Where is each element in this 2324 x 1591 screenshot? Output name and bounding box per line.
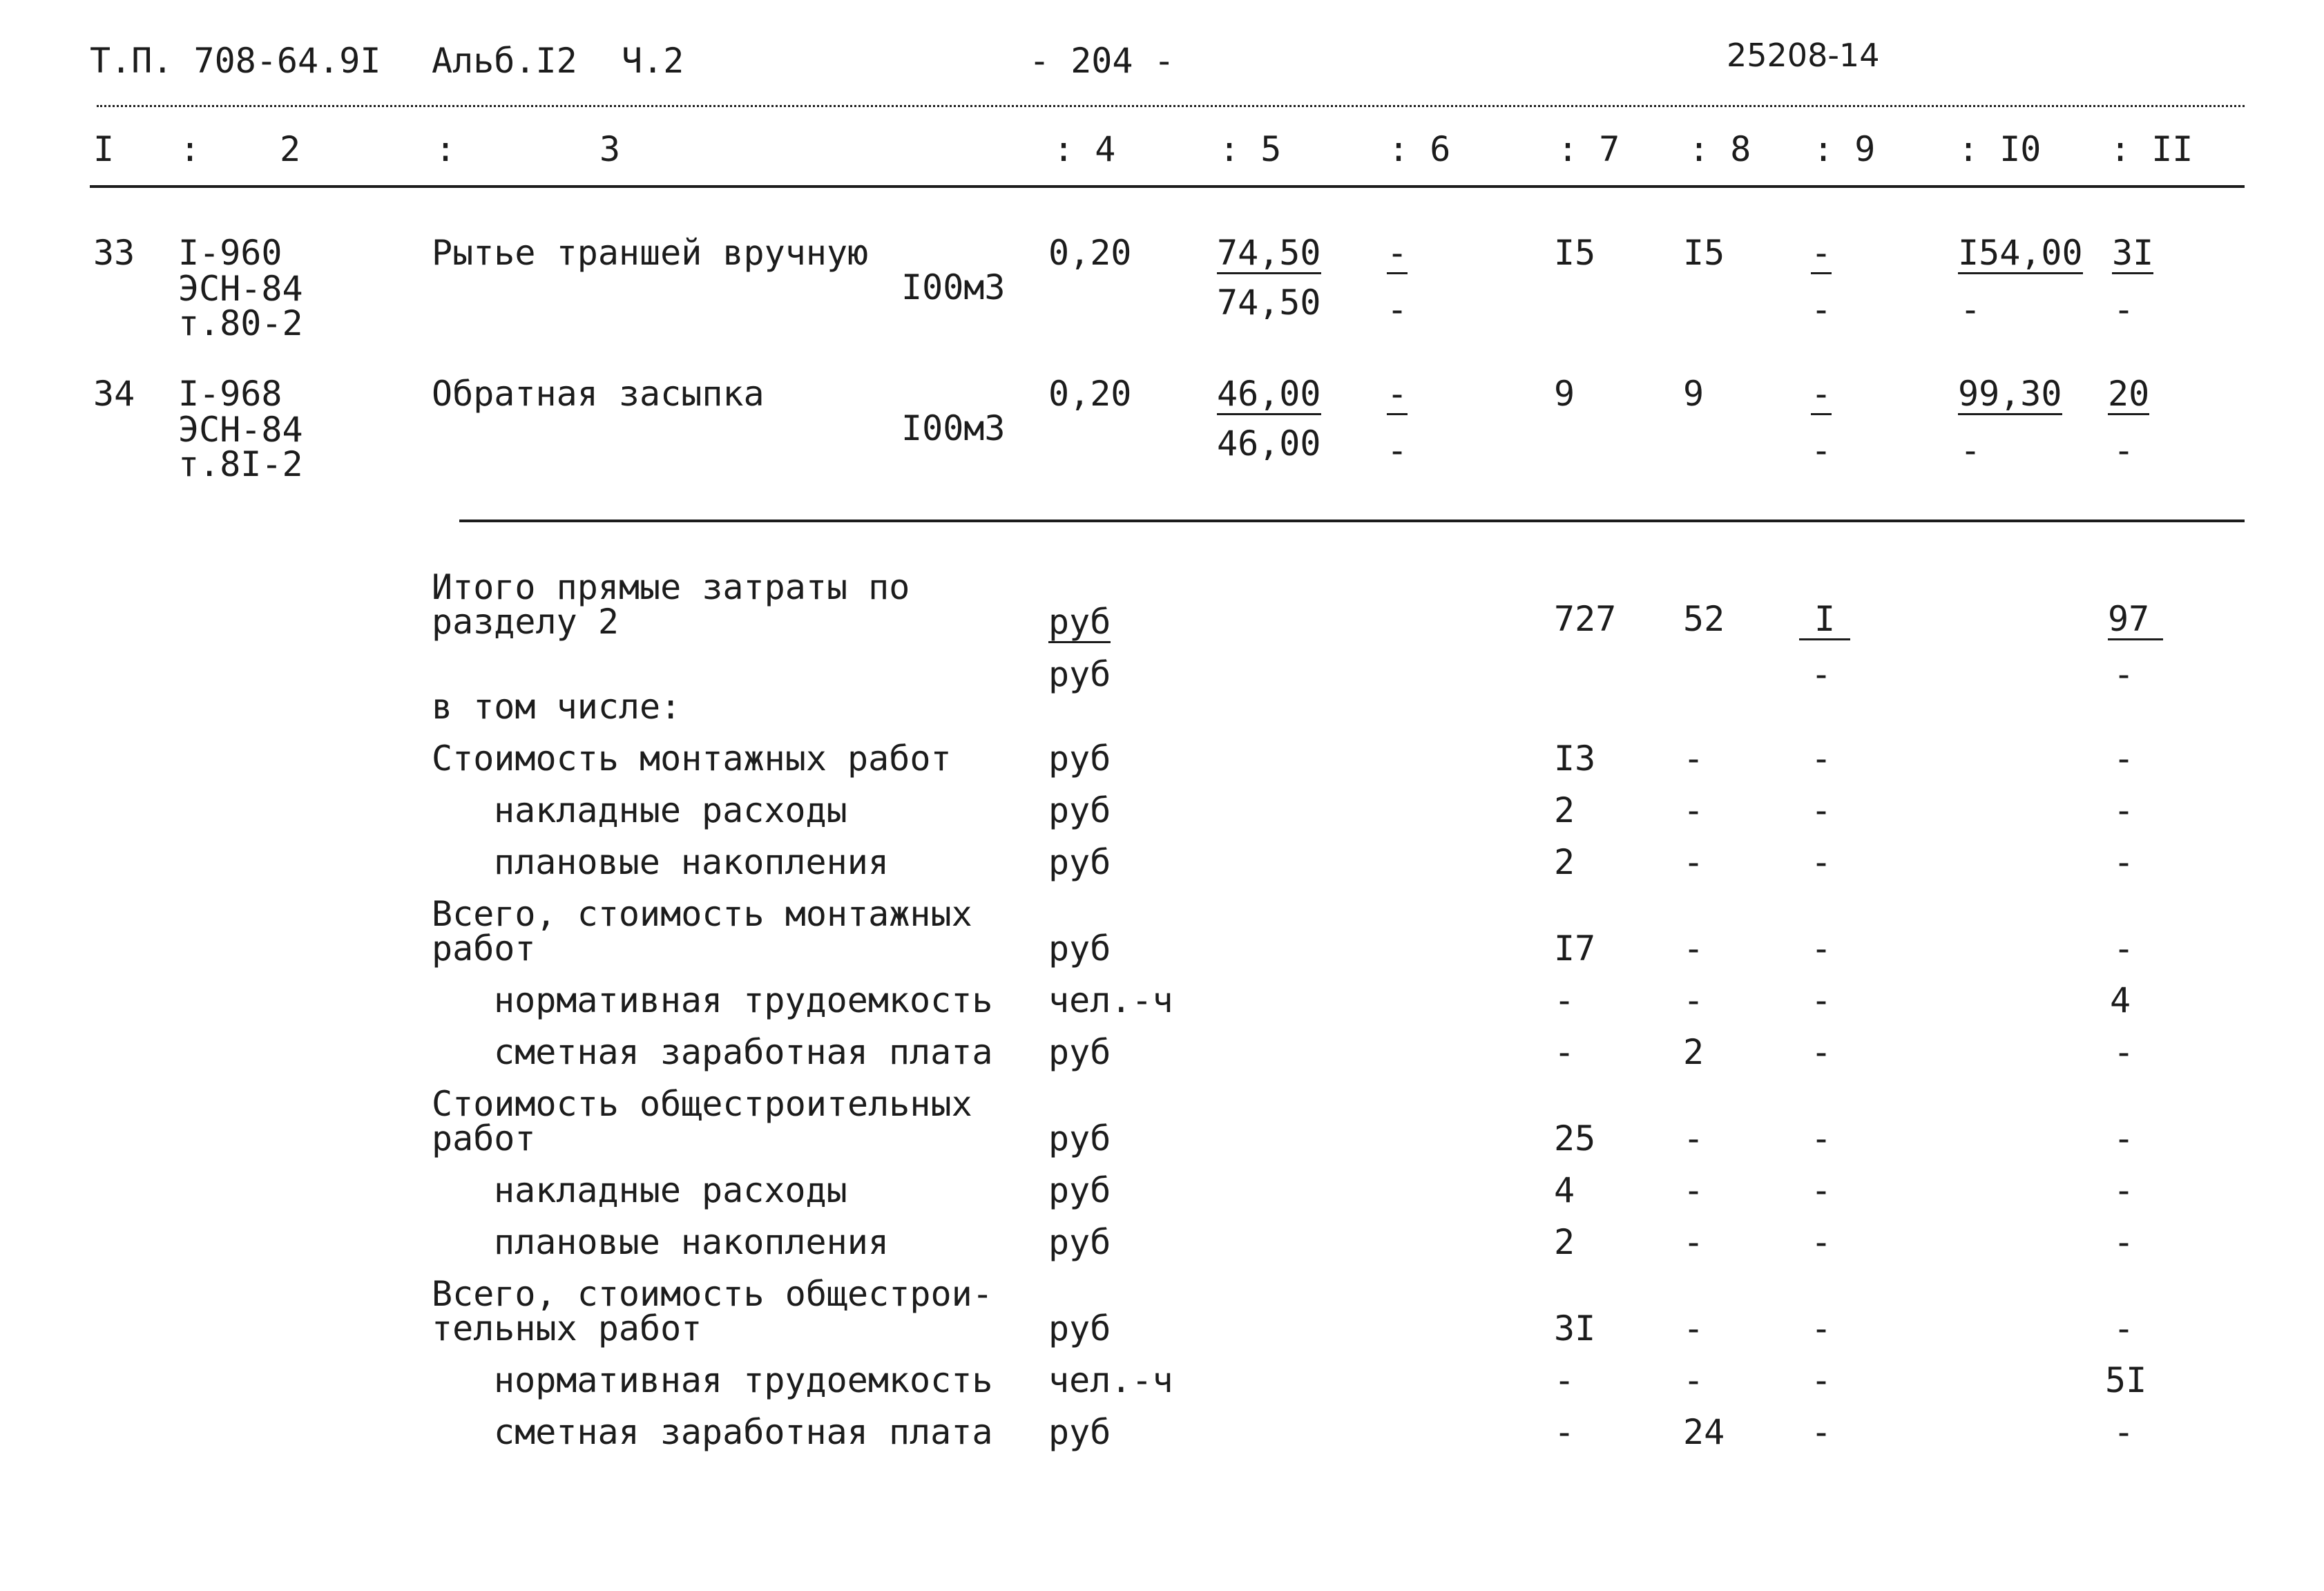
summary-line-c8: -	[1683, 790, 1704, 830]
col-9: : 9	[1813, 129, 1876, 169]
summary-line-unit: руб	[1048, 1118, 1111, 1159]
col6-value: -	[1387, 289, 1408, 330]
summary-line-c11: -	[2113, 1222, 2135, 1262]
col-5: : 5	[1219, 129, 1282, 169]
summary-line-c9: -	[1811, 928, 1832, 969]
summary-line-c8: 24	[1683, 1412, 1725, 1452]
col6-value: -	[1387, 374, 1408, 414]
summary-line-label: накладные расходы	[494, 790, 847, 830]
col-3: 3	[599, 129, 621, 169]
summary-line-c8: -	[1683, 928, 1704, 969]
summary-line-c9: -	[1811, 739, 1832, 779]
summary-line-unit: руб	[1048, 1222, 1111, 1262]
labor-norm-2: -	[1960, 430, 1981, 470]
summary-line-label: плановые накопления	[494, 1222, 889, 1262]
summary-line-c7: 2	[1554, 790, 1575, 830]
summary-col9: I	[1799, 600, 1850, 640]
col9-value: -	[1811, 430, 1832, 470]
summary-line-unit: руб	[1048, 1170, 1111, 1210]
col-10: : I0	[1958, 129, 2042, 169]
summary-line-label-2: работ	[432, 1118, 536, 1159]
summary-labor-2: -	[2113, 654, 2135, 694]
unit-cost: 46,00	[1217, 374, 1321, 414]
work-name: Обратная засыпка	[432, 374, 765, 414]
summary-line-c9: -	[1811, 1308, 1832, 1349]
unit: I00м3	[901, 408, 1006, 448]
summary-title-2: разделу 2	[432, 602, 619, 642]
labor-norm: 99,30	[1958, 374, 2062, 414]
summary-line-c11: -	[2113, 842, 2135, 882]
part-number: Ч.2	[622, 41, 684, 81]
summary-line-c8: -	[1683, 739, 1704, 779]
summary-line-c9: -	[1811, 1412, 1832, 1452]
summary-line-c9: -	[1811, 980, 1832, 1020]
table-ref: т.80-2	[178, 303, 303, 343]
quantity: 0,20	[1048, 374, 1132, 414]
labor-total: 20	[2108, 374, 2150, 414]
summary-line-label: Стоимость общестроительных	[432, 1084, 972, 1124]
col-2: 2	[280, 129, 301, 169]
total-cost: 9	[1554, 374, 1575, 414]
summary-line-c8: -	[1683, 1222, 1704, 1262]
summary-line-label: сметная заработная плата	[494, 1032, 993, 1072]
summary-line-label: накладные расходы	[494, 1170, 847, 1210]
summary-title: Итого прямые затраты по	[432, 567, 910, 607]
unit-wage: 74,50	[1217, 283, 1321, 323]
col-sep: :	[180, 129, 201, 169]
summary-line-c7: -	[1554, 980, 1575, 1020]
summary-line-c7: -	[1554, 1412, 1575, 1452]
summary-line-c8: -	[1683, 1360, 1704, 1400]
summary-line-c9: -	[1811, 790, 1832, 830]
section-total-rule	[459, 520, 2245, 522]
summary-line-unit: руб	[1048, 790, 1111, 830]
summary-line-c7: I7	[1554, 928, 1596, 969]
col6-value: -	[1387, 430, 1408, 470]
col9-value: -	[1811, 233, 1832, 273]
summary-col9-2: -	[1811, 654, 1832, 694]
summary-line-c9: -	[1811, 1222, 1832, 1262]
col-4: : 4	[1053, 129, 1116, 169]
total-cost: I5	[1554, 233, 1596, 273]
summary-line-c11: -	[2113, 1118, 2135, 1159]
summary-line-c7: I3	[1554, 739, 1596, 779]
labor-total: 3I	[2112, 233, 2154, 273]
summary-line-c11: -	[2113, 1308, 2135, 1349]
labor-total-2: -	[2113, 289, 2135, 330]
unit-wage: 46,00	[1217, 423, 1321, 464]
col-11: : II	[2110, 129, 2193, 169]
row-number: 33	[93, 233, 135, 273]
summary-line-c8: -	[1683, 1118, 1704, 1159]
summary-line-c7: -	[1554, 1032, 1575, 1072]
summary-line-c7: 2	[1554, 1222, 1575, 1262]
table-ref: т.8I-2	[178, 444, 303, 484]
summary-line-unit: чел.-ч	[1048, 1360, 1173, 1400]
summary-line-c11: -	[2113, 1170, 2135, 1210]
summary-line-c9: -	[1811, 842, 1832, 882]
summary-labor: 97	[2108, 600, 2163, 640]
summary-unit-2: руб	[1048, 654, 1111, 694]
col-8: : 8	[1689, 129, 1751, 169]
summary-line-c9: -	[1811, 1170, 1832, 1210]
summary-line-unit: руб	[1048, 739, 1111, 779]
summary-line-c11: 4	[2110, 980, 2131, 1020]
summary-line-c8: 2	[1683, 1032, 1704, 1072]
labor-norm-2: -	[1960, 289, 1981, 330]
col-sep: :	[435, 129, 457, 169]
including-label: в том числе:	[432, 687, 682, 727]
summary-total-wage: 52	[1683, 599, 1725, 639]
summary-line-c8: -	[1683, 1170, 1704, 1210]
doc-id: Т.П. 708-64.9I	[90, 41, 381, 81]
summary-line-label: Всего, стоимость общестрои-	[432, 1274, 993, 1314]
summary-line-c11: -	[2113, 928, 2135, 969]
price-code: I-968	[178, 374, 282, 414]
summary-line-c8: -	[1683, 1308, 1704, 1349]
col-1: I	[93, 129, 115, 169]
summary-line-unit: руб	[1048, 1412, 1111, 1452]
labor-norm: I54,00	[1958, 233, 2083, 273]
summary-unit: руб	[1048, 602, 1111, 642]
summary-line-c11: -	[2113, 739, 2135, 779]
album-number: Альб.I2	[432, 41, 577, 81]
summary-line-label: плановые накопления	[494, 842, 889, 882]
summary-line-c7: -	[1554, 1360, 1575, 1400]
summary-line-label: Стоимость монтажных работ	[432, 739, 952, 779]
summary-line-c11: -	[2113, 1032, 2135, 1072]
summary-line-unit: руб	[1048, 1032, 1111, 1072]
summary-line-unit: чел.-ч	[1048, 980, 1173, 1020]
summary-line-unit: руб	[1048, 928, 1111, 969]
col-6: : 6	[1388, 129, 1451, 169]
summary-line-label-2: тельных работ	[432, 1308, 702, 1349]
norm-code: ЭСН-84	[178, 410, 303, 450]
summary-line-label: Всего, стоимость монтажных	[432, 894, 972, 934]
labor-total-2: -	[2113, 430, 2135, 470]
summary-line-label: нормативная трудоемкость	[494, 980, 993, 1020]
summary-line-unit: руб	[1048, 1308, 1111, 1349]
row-number: 34	[93, 374, 135, 414]
col9-value: -	[1811, 289, 1832, 330]
column-header-rule	[90, 185, 2245, 188]
col-7: : 7	[1557, 129, 1620, 169]
summary-line-c9: -	[1811, 1032, 1832, 1072]
col9-value: -	[1811, 374, 1832, 414]
summary-line-label-2: работ	[432, 928, 536, 969]
summary-line-c7: 2	[1554, 842, 1575, 882]
summary-line-c11: -	[2113, 1412, 2135, 1452]
summary-line-label: сметная заработная плата	[494, 1412, 993, 1452]
unit-cost: 74,50	[1217, 233, 1321, 273]
summary-total-cost: 727	[1554, 599, 1617, 639]
header-rule	[97, 105, 2245, 107]
summary-line-c7: 4	[1554, 1170, 1575, 1210]
summary-line-c8: -	[1683, 980, 1704, 1020]
total-wage: I5	[1683, 233, 1725, 273]
summary-line-unit: руб	[1048, 842, 1111, 882]
archive-code: 25208-14	[1727, 37, 1880, 74]
work-name: Рытье траншей вручную	[432, 233, 869, 273]
page-number: - 204 -	[1029, 41, 1175, 81]
summary-line-c9: -	[1811, 1118, 1832, 1159]
summary-line-label: нормативная трудоемкость	[494, 1360, 993, 1400]
price-code: I-960	[178, 233, 282, 273]
summary-line-c7: 25	[1554, 1118, 1596, 1159]
summary-line-c7: 3I	[1554, 1308, 1596, 1349]
summary-line-c11: -	[2113, 790, 2135, 830]
summary-line-c9: -	[1811, 1360, 1832, 1400]
quantity: 0,20	[1048, 233, 1132, 273]
summary-line-c8: -	[1683, 842, 1704, 882]
total-wage: 9	[1683, 374, 1704, 414]
unit: I00м3	[901, 267, 1006, 307]
norm-code: ЭСН-84	[178, 269, 303, 309]
summary-line-c11: 5I	[2105, 1360, 2147, 1400]
col6-value: -	[1387, 233, 1408, 273]
